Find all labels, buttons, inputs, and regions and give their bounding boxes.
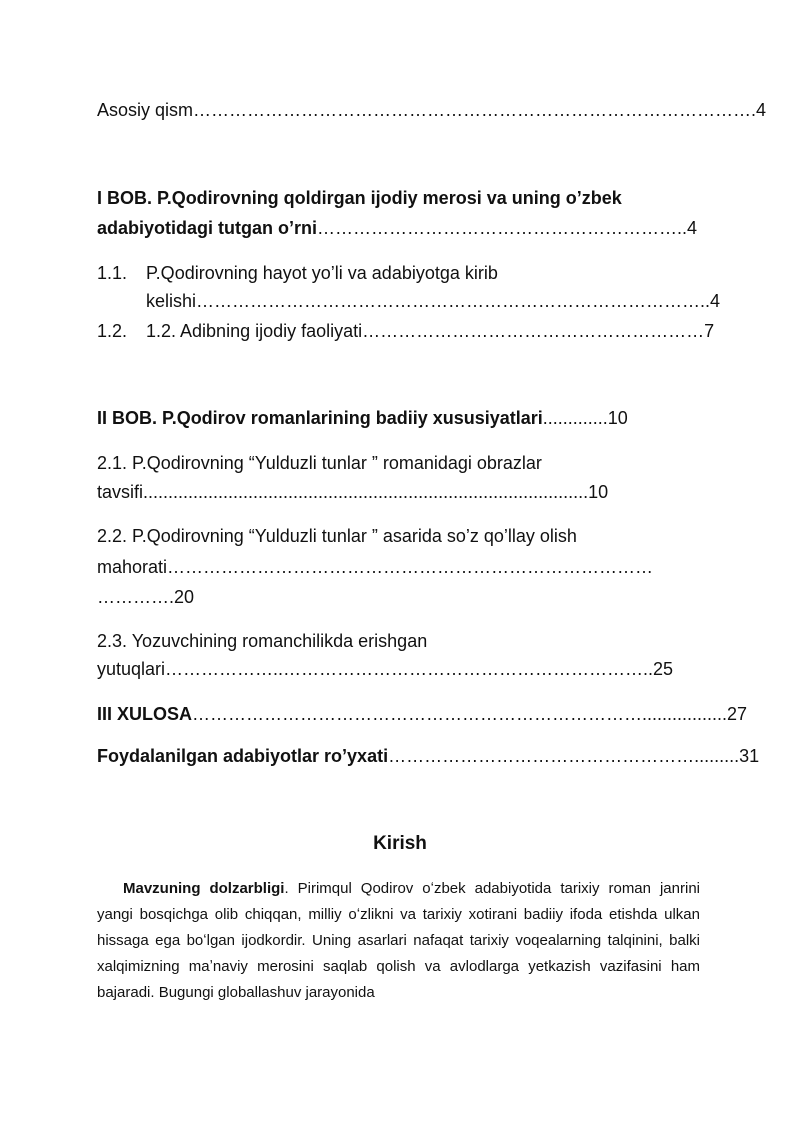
toc-section-1-1-line-2 — [146, 290, 720, 312]
toc-section-2-2-title-cont: mahorati……………………………………………………………………… — [97, 557, 654, 577]
toc-chapter-1-line-2 — [97, 217, 697, 239]
toc-references — [97, 745, 759, 767]
toc-section-1-1-number: 1.1. — [97, 263, 128, 283]
intro-lead: Mavzuning dolzarbligi — [123, 880, 285, 897]
toc-references-page: …………………………………………….........31 — [388, 746, 760, 766]
toc-section-1-2 — [146, 320, 714, 342]
toc-section-2-1-page: tavsifi.........................................................................................10 — [97, 482, 609, 502]
toc-conclusion-title: III XULOSA — [97, 704, 193, 724]
toc-chapter-2-title: II BOB. P.Qodirov romanlarining badiiy xususiyatlari — [97, 408, 543, 428]
toc-chapter-1-title-cont: adabiyotidagi tutgan o’rni — [97, 218, 317, 238]
toc-conclusion-page: ………………………………………………………………….................27 — [192, 704, 748, 724]
toc-chapter-1-title: I BOB. P.Qodirovning qoldirgan ijodiy merosi va uning o’zbek — [97, 188, 622, 208]
toc-chapter-2 — [97, 407, 628, 429]
toc-section-1-1-page: kelishi…………………………………………………………………………..4 — [146, 291, 721, 311]
toc-section-1-1-line-1 — [146, 262, 498, 284]
toc-section-2-3-line-2 — [97, 658, 673, 680]
toc-section-1-2-title: 1.2. Adibning ijodiy faoliyati…………………………………………………7 — [146, 321, 715, 341]
toc-section-1-2-number: 1.2. — [97, 321, 128, 341]
toc-references-title: Foydalanilgan adabiyotlar ro’yxati — [97, 746, 389, 766]
toc-section-2-2-page: ………….20 — [97, 587, 195, 607]
toc-main-part — [97, 99, 766, 121]
toc-chapter-2-page: .............10 — [542, 408, 628, 428]
toc-section-2-2-line-3 — [97, 586, 194, 608]
toc-section-2-3-page: yutuqlari………………..……………………………………………………..25 — [97, 659, 674, 679]
toc-main-part-text: Asosiy qism………………………………………………………………………………….4 — [97, 100, 767, 120]
toc-conclusion — [97, 703, 747, 725]
intro-paragraph — [97, 876, 700, 1006]
toc-section-2-2-line-1 — [97, 525, 577, 547]
intro-body: . Pirimqul Qodirov oʻzbek adabiyotida tarixiy roman janrini yangi bosqichga olib chiqqan, milliy oʻzlikni va tarixiy xotirani badiiy ifoda etishda ulkan hissaga ega boʻlgan ijodkordir. Uning asarlari nafaqat tarixiy voqealarning talqinini, balki xalqimizning maʼnaviy merosini saqlab qolish va avlodlarga yetkazish vazifasini ham bajaradi. Bugungi globallashuv jarayonida — [97, 880, 700, 1001]
toc-section-2-1-title: 2.1. P.Qodirovning “Yulduzli tunlar ” romanidagi obrazlar — [97, 453, 542, 473]
toc-section-2-3-title: 2.3. Yozuvchining romanchilikda erishgan — [97, 631, 428, 651]
toc-section-2-1-line-1 — [97, 452, 542, 474]
toc-section-2-1-line-2 — [97, 481, 608, 503]
toc-chapter-1-line-1 — [97, 187, 622, 209]
toc-section-2-2-line-2 — [97, 556, 653, 578]
toc-chapter-1-page: ……………………………………………………..4 — [317, 218, 698, 238]
toc-section-2-3-line-1 — [97, 630, 427, 652]
toc-section-2-2-title: 2.2. P.Qodirovning “Yulduzli tunlar ” asarida so’z qo’llay olish — [97, 526, 577, 546]
toc-section-1-1-title: P.Qodirovning hayot yo’li va adabiyotga kirib — [146, 263, 498, 283]
section-title: Kirish — [373, 833, 427, 854]
